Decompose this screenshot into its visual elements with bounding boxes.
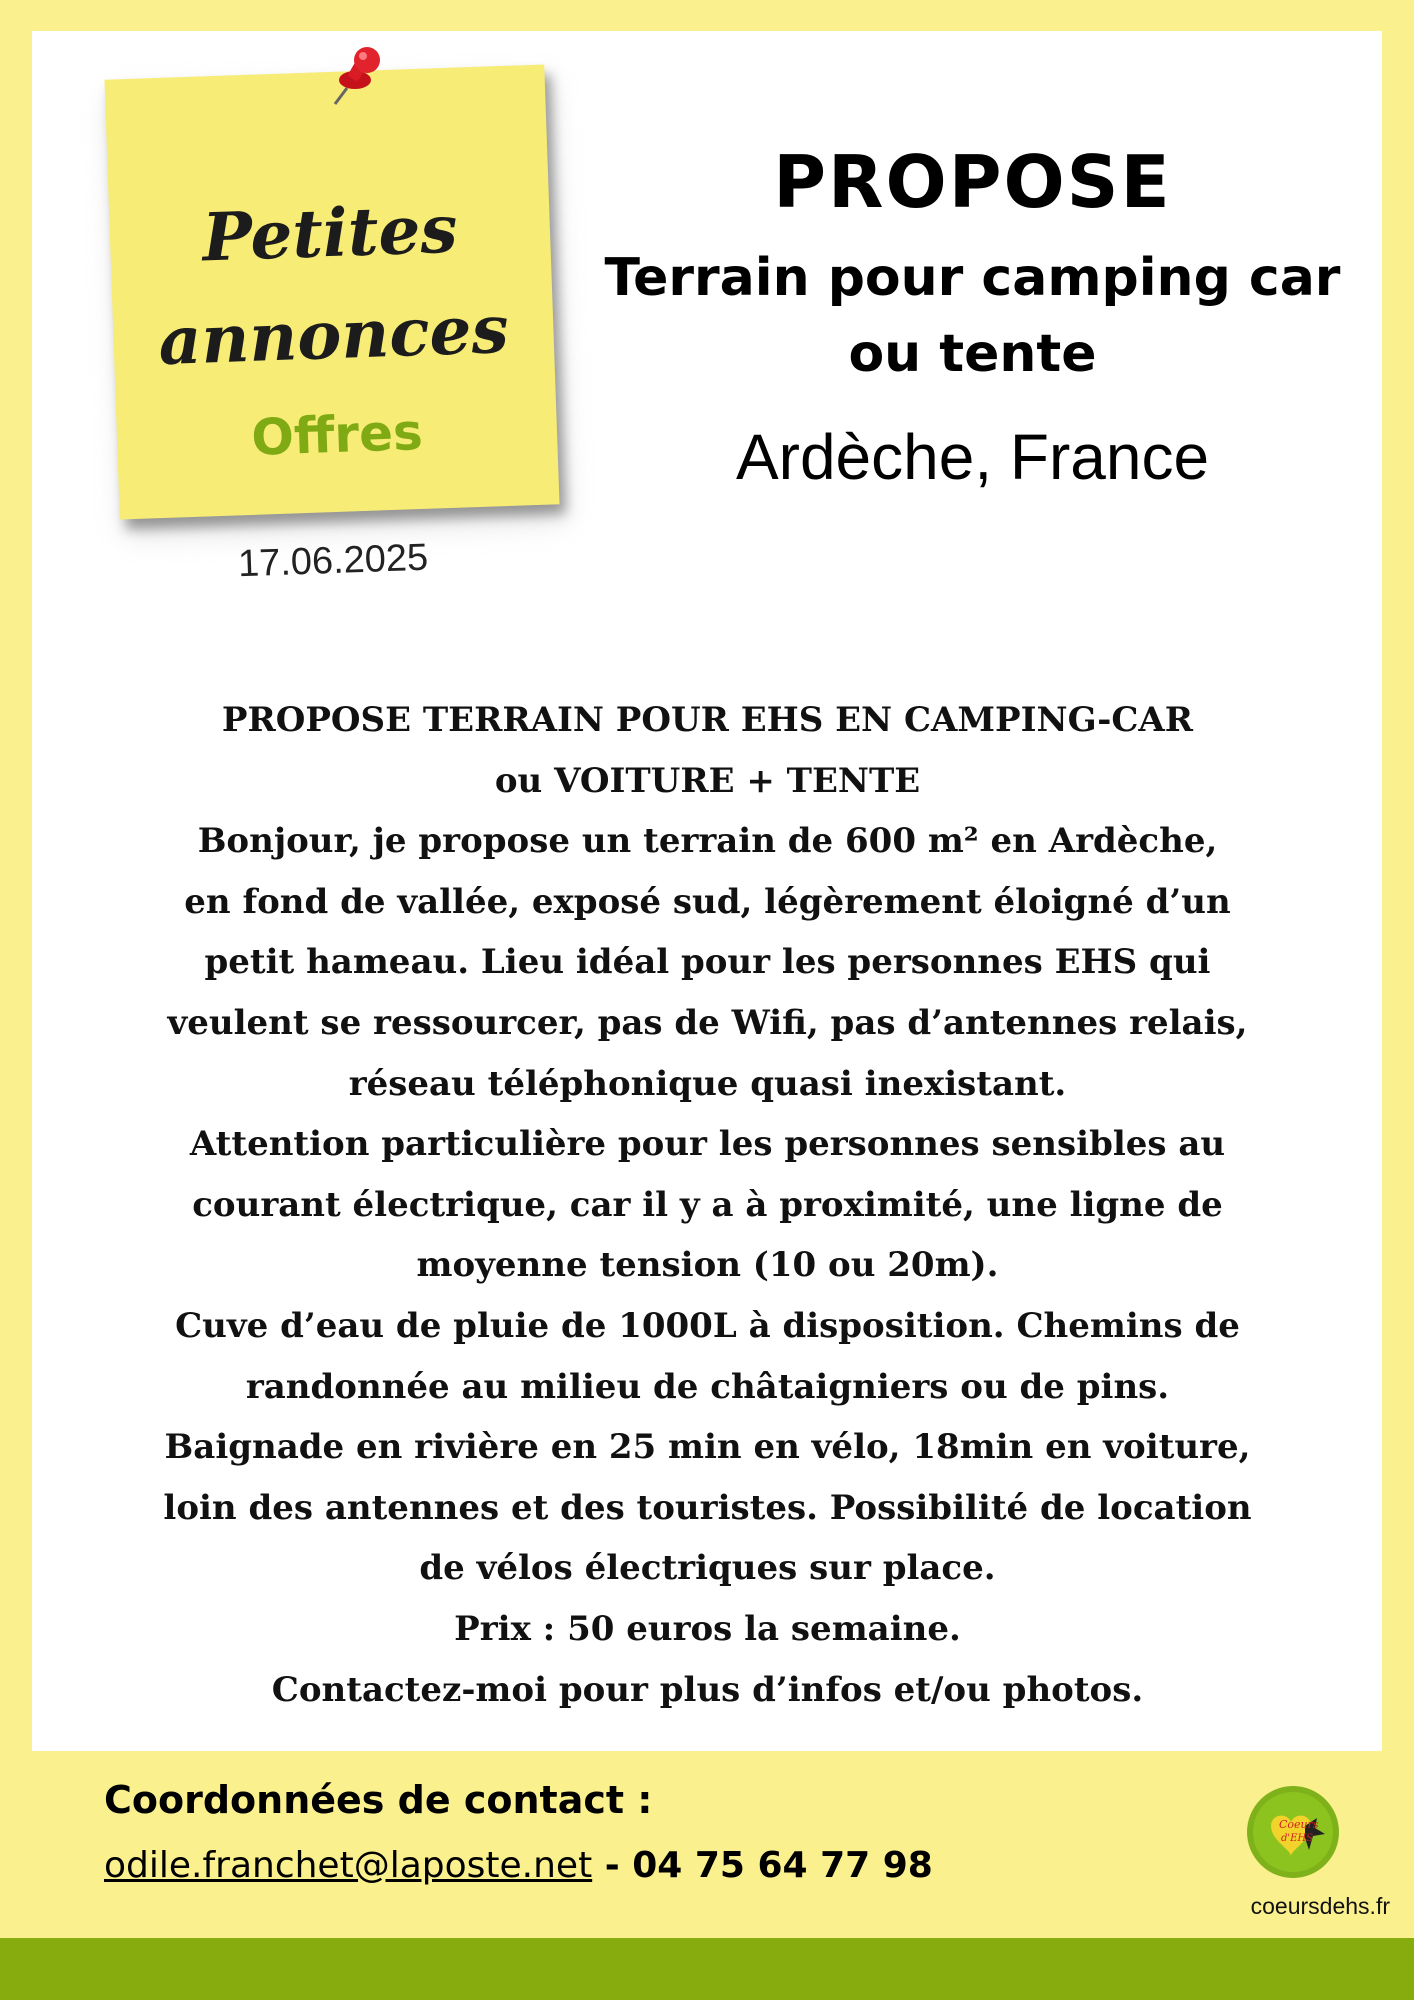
body-line: petit hameau. Lieu idéal pour les personnes EHS qui: [204, 942, 1211, 983]
sticky-note: [104, 64, 559, 519]
note-title-line1: Petites: [201, 189, 459, 277]
body-line: Baignade en rivière en 25 min en vélo, 18min en voiture,: [164, 1427, 1251, 1468]
body-line: Contactez-moi pour plus d’infos et/ou photos.: [271, 1669, 1144, 1710]
contact-title: Coordonnées de contact :: [104, 1778, 653, 1822]
phone-number: 04 75 64 77 98: [632, 1845, 933, 1886]
heading-propose: PROPOSE: [773, 140, 1172, 224]
footer-bar: [0, 1938, 1414, 2000]
body-line: en fond de vallée, exposé sud, légèrement éloigné d’un: [184, 881, 1231, 922]
email-link[interactable]: odile.franchet@laposte.net: [104, 1845, 593, 1886]
body-line: veulent se ressourcer, pas de Wifi, pas d’antennes relais,: [167, 1002, 1248, 1043]
body-line: PROPOSE TERRAIN POUR EHS EN CAMPING-CAR: [221, 700, 1194, 740]
contact-separator: -: [592, 1845, 633, 1886]
note-subtitle: Offres: [250, 402, 424, 467]
body-line: randonnée au milieu de châtaigniers ou de pins.: [245, 1366, 1170, 1407]
heading-subject-line1: Terrain pour camping car: [604, 248, 1341, 308]
body-line: de vélos électriques sur place.: [419, 1548, 996, 1589]
note-date: 17.06.2025: [237, 536, 429, 586]
body-line: Cuve d’eau de pluie de 1000L à disposition. Chemins de: [175, 1305, 1240, 1346]
body-line: réseau téléphonique quasi inexistant.: [348, 1063, 1067, 1104]
body-line: Bonjour, je propose un terrain de 600 m² en Ardèche,: [197, 821, 1218, 862]
logo-text-line2: d'EHS: [1281, 1833, 1314, 1844]
contact-line: [104, 1845, 933, 1886]
pushpin-icon: [325, 44, 389, 108]
heading-subject: [575, 240, 1370, 392]
body-line: moyenne tension (10 ou 20m).: [416, 1245, 999, 1286]
body-line: Attention particulière pour les personnes sensibles au: [189, 1124, 1226, 1165]
body-line: loin des antennes et des touristes. Possibilité de location: [163, 1487, 1252, 1528]
coeurs-ehs-logo: [1245, 1784, 1341, 1880]
announcement-body: [120, 690, 1295, 1720]
body-line: Prix : 50 euros la semaine.: [454, 1608, 961, 1649]
heading-subject-line2: ou tente: [848, 324, 1097, 384]
note-title-line2: annonces: [157, 289, 510, 381]
body-line: ou VOITURE + TENTE: [494, 760, 921, 801]
website-label: coeursdehs.fr: [1250, 1893, 1390, 1919]
logo-text-line1: Coeurs: [1279, 1818, 1319, 1831]
heading-location: Ardèche, France: [735, 421, 1210, 493]
body-line: courant électrique, car il y a à proximité, une ligne de: [192, 1184, 1223, 1225]
